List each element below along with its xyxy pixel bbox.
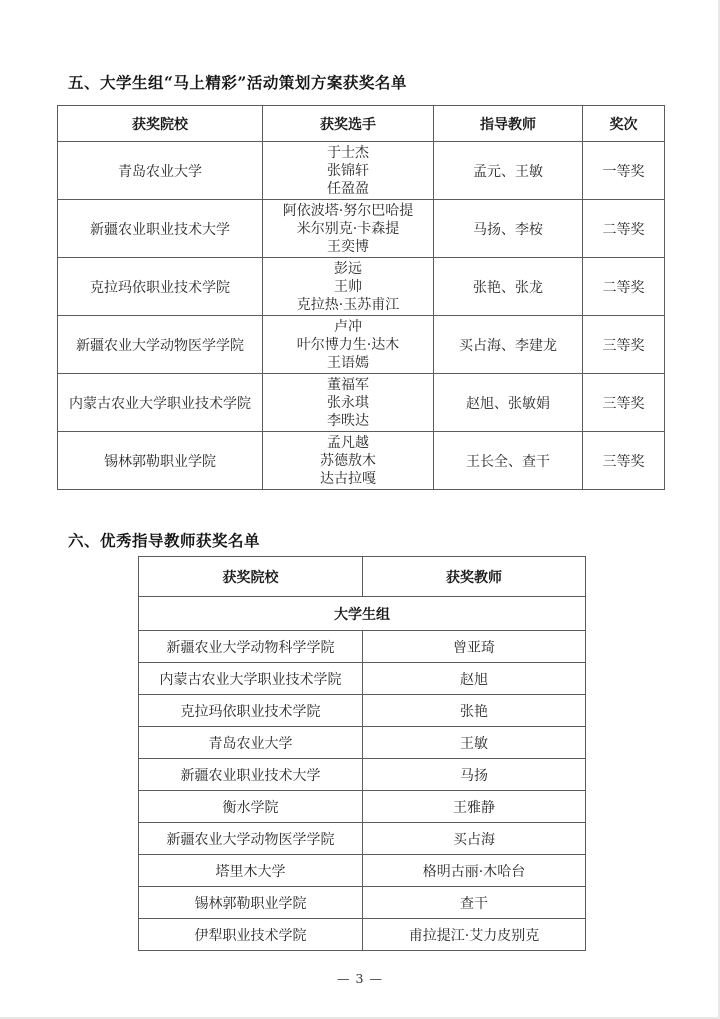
player-line: 李昳达 bbox=[327, 412, 369, 429]
teacher-cell: 张艳 bbox=[363, 695, 586, 727]
player-line: 王帅 bbox=[334, 278, 362, 295]
players-cell bbox=[263, 142, 434, 200]
players-cell bbox=[263, 374, 434, 432]
school-cell: 青岛农业大学 bbox=[139, 727, 363, 759]
player-line: 于士杰 bbox=[327, 144, 369, 161]
teacher-cell: 买占海 bbox=[363, 823, 586, 855]
player-line: 孟凡越 bbox=[327, 434, 369, 451]
player-line: 米尔别克·卡森提 bbox=[296, 220, 400, 237]
award-cell: 三等奖 bbox=[583, 432, 665, 490]
table-header-row bbox=[58, 106, 665, 142]
player-line: 王语嫣 bbox=[327, 354, 369, 371]
teacher-cell: 王雅静 bbox=[363, 791, 586, 823]
group-label: 大学生组 bbox=[139, 597, 586, 631]
table-row bbox=[139, 919, 586, 951]
school-cell: 新疆农业大学动物医学学院 bbox=[58, 316, 263, 374]
school-cell: 新疆农业职业技术大学 bbox=[58, 200, 263, 258]
teachers-cell: 马扬、李桉 bbox=[434, 200, 583, 258]
header-school: 获奖院校 bbox=[58, 106, 263, 142]
school-cell: 新疆农业大学动物医学学院 bbox=[139, 823, 363, 855]
table-row bbox=[139, 823, 586, 855]
teachers-cell: 王长全、查干 bbox=[434, 432, 583, 490]
players-cell bbox=[263, 258, 434, 316]
table-row bbox=[139, 759, 586, 791]
table-row bbox=[58, 374, 665, 432]
school-cell: 伊犁职业技术学院 bbox=[139, 919, 363, 951]
table-row bbox=[139, 855, 586, 887]
player-line: 阿依波塔·努尔巴哈提 bbox=[282, 202, 414, 219]
school-cell: 克拉玛依职业技术学院 bbox=[58, 258, 263, 316]
school-cell: 塔里木大学 bbox=[139, 855, 363, 887]
table-row bbox=[139, 695, 586, 727]
player-line: 克拉热·玉苏甫江 bbox=[296, 296, 400, 313]
teacher-cell: 甫拉提江·艾力皮别克 bbox=[363, 919, 586, 951]
teachers-cell: 张艳、张龙 bbox=[434, 258, 583, 316]
player-line: 任盈盈 bbox=[327, 180, 369, 197]
school-cell: 新疆农业大学动物科学学院 bbox=[139, 631, 363, 663]
school-cell: 锡林郭勒职业学院 bbox=[58, 432, 263, 490]
award-cell: 三等奖 bbox=[583, 374, 665, 432]
teachers-cell: 孟元、王敏 bbox=[434, 142, 583, 200]
teachers-cell: 买占海、李建龙 bbox=[434, 316, 583, 374]
award-cell: 三等奖 bbox=[583, 316, 665, 374]
school-cell: 青岛农业大学 bbox=[58, 142, 263, 200]
award-cell: 二等奖 bbox=[583, 200, 665, 258]
player-line: 苏德敖木 bbox=[320, 452, 376, 469]
school-cell: 衡水学院 bbox=[139, 791, 363, 823]
header-teachers: 指导教师 bbox=[434, 106, 583, 142]
player-line: 彭远 bbox=[334, 260, 362, 277]
student-group-awards-table bbox=[57, 105, 665, 490]
group-label-row bbox=[139, 597, 586, 631]
table-row bbox=[58, 432, 665, 490]
teacher-cell: 赵旭 bbox=[363, 663, 586, 695]
table-row bbox=[58, 258, 665, 316]
table-header-row bbox=[139, 557, 586, 597]
school-cell: 锡林郭勒职业学院 bbox=[139, 887, 363, 919]
school-cell: 内蒙古农业大学职业技术学院 bbox=[58, 374, 263, 432]
section6-title: 六、优秀指导教师获奖名单 bbox=[68, 531, 261, 550]
table-row bbox=[139, 727, 586, 759]
table-row bbox=[58, 316, 665, 374]
header-teacher: 获奖教师 bbox=[363, 557, 586, 597]
table-row bbox=[139, 791, 586, 823]
table-row bbox=[139, 631, 586, 663]
player-line: 达古拉嘎 bbox=[320, 470, 376, 487]
school-cell: 内蒙古农业大学职业技术学院 bbox=[139, 663, 363, 695]
table-row bbox=[139, 663, 586, 695]
header-school: 获奖院校 bbox=[139, 557, 363, 597]
award-cell: 二等奖 bbox=[583, 258, 665, 316]
award-cell: 一等奖 bbox=[583, 142, 665, 200]
school-cell: 新疆农业职业技术大学 bbox=[139, 759, 363, 791]
teacher-cell: 曾亚琦 bbox=[363, 631, 586, 663]
teacher-cell: 格明古丽·木哈台 bbox=[363, 855, 586, 887]
table-row bbox=[58, 200, 665, 258]
player-line: 卢冲 bbox=[334, 318, 362, 335]
table-row bbox=[139, 887, 586, 919]
teacher-cell: 查干 bbox=[363, 887, 586, 919]
players-cell bbox=[263, 200, 434, 258]
teachers-cell: 赵旭、张敏娟 bbox=[434, 374, 583, 432]
page-number: — 3 — bbox=[337, 971, 383, 986]
school-cell: 克拉玛依职业技术学院 bbox=[139, 695, 363, 727]
advisor-awards-table bbox=[138, 556, 586, 951]
player-line: 叶尔博力生·达木 bbox=[296, 336, 400, 353]
player-line: 董福军 bbox=[327, 376, 369, 393]
table-row bbox=[58, 142, 665, 200]
header-award: 奖次 bbox=[583, 106, 665, 142]
teacher-cell: 王敏 bbox=[363, 727, 586, 759]
players-cell bbox=[263, 316, 434, 374]
header-players: 获奖选手 bbox=[263, 106, 434, 142]
player-line: 张锦轩 bbox=[327, 162, 369, 179]
player-line: 王奕博 bbox=[327, 238, 369, 255]
teacher-cell: 马扬 bbox=[363, 759, 586, 791]
player-line: 张永琪 bbox=[327, 394, 369, 411]
section5-title: 五、大学生组“马上精彩”活动策划方案获奖名单 bbox=[68, 73, 407, 92]
players-cell bbox=[263, 432, 434, 490]
